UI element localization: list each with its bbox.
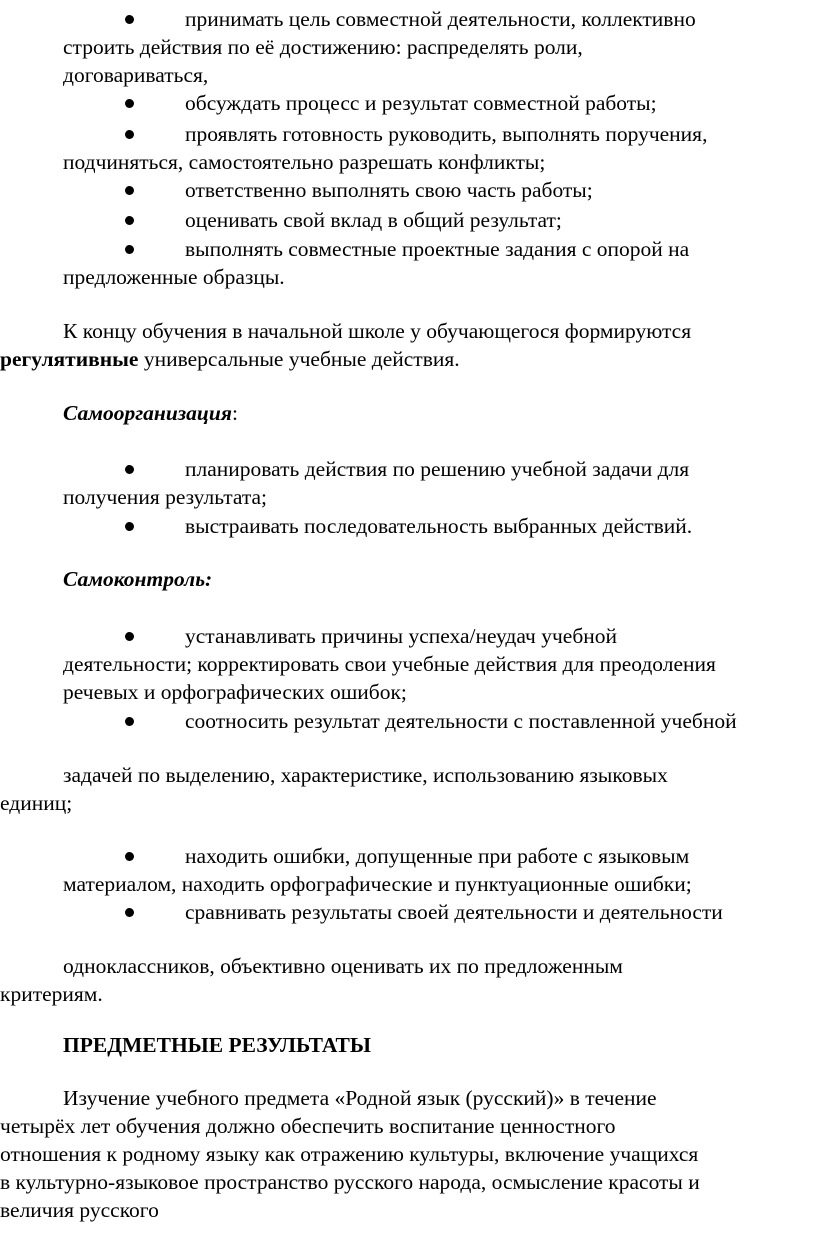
list-item-text: планировать действия по решению учебной задачи для <box>185 457 690 481</box>
section-heading: Самоконтроль: <box>63 567 213 591</box>
paragraph-text: Изучение учебного предмета «Родной язык (русский)» в течение <box>63 1086 657 1110</box>
list-item-text: материалом, находить орфографические и пунктуационные ошибки; <box>63 872 692 896</box>
bullet-icon <box>125 522 134 531</box>
list-item-text: подчиняться, самостоятельно разрешать конфликты; <box>63 150 546 174</box>
bold-term: регулятивные <box>0 347 139 371</box>
list-item-text: речевых и орфографических ошибок; <box>63 680 407 704</box>
list-item-text: оценивать свой вклад в общий результат; <box>185 208 562 232</box>
section-heading: ПРЕДМЕТНЫЕ РЕЗУЛЬТАТЫ <box>63 1033 371 1057</box>
list-item-text: соотносить результат деятельности с поставленной учебной <box>185 709 737 733</box>
paragraph-text: критериям. <box>0 982 103 1006</box>
bullet-icon <box>125 99 134 108</box>
bullet-icon <box>125 130 134 139</box>
list-item-text: сравнивать результаты своей деятельности и деятельности <box>185 900 723 924</box>
paragraph-text: одноклассников, объективно оценивать их по предложенным <box>63 954 623 978</box>
bullet-icon <box>125 216 134 225</box>
section-heading <box>63 399 238 427</box>
bullet-icon <box>125 186 134 195</box>
paragraph-text: величия русского <box>0 1198 159 1222</box>
bullet-icon <box>125 908 134 917</box>
bullet-icon <box>125 632 134 641</box>
paragraph-text: в культурно-языковое пространство русского народа, осмысление красоты и <box>0 1170 700 1194</box>
section-heading-colon: : <box>231 401 238 425</box>
list-item-text: проявлять готовность руководить, выполнять поручения, <box>185 122 708 146</box>
bullet-icon <box>125 852 134 861</box>
bullet-icon <box>125 717 134 726</box>
bullet-icon <box>125 465 134 474</box>
list-item-text: выполнять совместные проектные задания с опорой на <box>185 237 690 261</box>
paragraph-text: четырёх лет обучения должно обеспечить воспитание ценностного <box>0 1114 616 1138</box>
list-item-text: ответственно выполнять свою часть работы; <box>185 178 593 202</box>
list-item-text: устанавливать причины успеха/неудач учебной <box>185 624 618 648</box>
paragraph-text: К концу обучения в начальной школе у обучающегося формируются <box>63 319 692 343</box>
paragraph-text: задачей по выделению, характеристике, использованию языковых <box>63 763 668 787</box>
bullet-icon <box>125 15 134 24</box>
bullet-icon <box>125 245 134 254</box>
list-item-text: выстраивать последовательность выбранных действий. <box>185 514 693 538</box>
paragraph-text: отношения к родному языку как отражению культуры, включение учащихся <box>0 1142 699 1166</box>
list-item-text: принимать цель совместной деятельности, коллективно <box>185 7 696 31</box>
list-item-text: предложенные образцы. <box>63 265 285 289</box>
list-item-text: деятельности; корректировать свои учебные действия для преодоления <box>63 652 716 676</box>
paragraph-text <box>0 345 460 373</box>
paragraph-text-rest: универсальные учебные действия. <box>138 347 460 371</box>
section-heading-title: Самоорганизация <box>63 401 232 425</box>
list-item-text: находить ошибки, допущенные при работе с языковым <box>185 844 690 868</box>
paragraph-text: единиц; <box>0 791 73 815</box>
list-item-text: строить действия по её достижению: распределять роли, <box>63 35 583 59</box>
list-item-text: договариваться, <box>63 63 209 87</box>
list-item-text: обсуждать процесс и результат совместной работы; <box>185 91 657 115</box>
list-item-text: получения результата; <box>63 485 268 509</box>
